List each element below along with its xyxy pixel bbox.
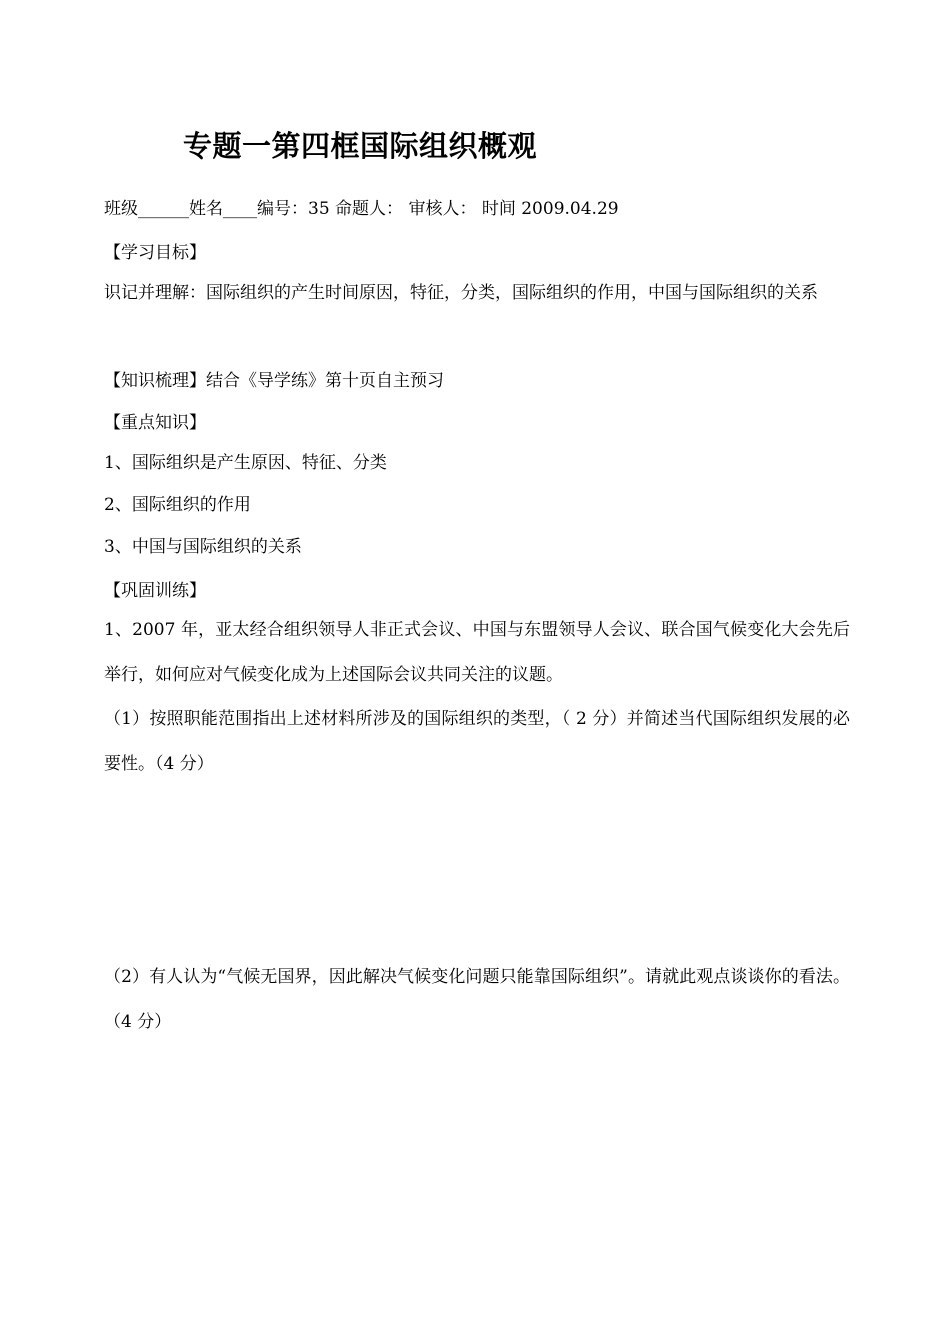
question-1-part-1: （1）按照职能范围指出上述材料所涉及的国际组织的类型，（ 2 分）并简述当代国际组织发展的必要性。（4 分）	[104, 709, 850, 774]
key-point-item: 1、国际组织是产生原因、特征、分类	[104, 453, 387, 473]
key-points-heading: 【重点知识】	[104, 413, 206, 433]
learning-goal-text: 识记并理解：国际组织的产生时间原因，特征，分类，国际组织的作用，中国与国际组织的关系	[104, 283, 818, 303]
key-point-item: 2、国际组织的作用	[104, 495, 251, 515]
practice-heading: 【巩固训练】	[104, 581, 206, 601]
answer-space-part-1	[104, 790, 850, 950]
document-title: 专题一第四框国际组织概观	[183, 129, 538, 163]
learning-goal-heading: 【学习目标】	[104, 243, 206, 263]
question-1-stem: 1、2007 年，亚太经合组织领导人非正式会议、中国与东盟领导人会议、联合国气候变化大会先后举行，如何应对气候变化成为上述国际会议共同关注的议题。	[104, 620, 850, 685]
question-1-part-2: （2）有人认为“气候无国界，因此解决气候变化问题只能靠国际组织”。请就此观点谈谈你的看法。（4 分）	[104, 967, 850, 1032]
key-point-item: 3、中国与国际组织的关系	[104, 537, 302, 557]
knowledge-review-line: 【知识梳理】结合《导学练》第十页自主预习	[104, 371, 444, 391]
answer-space-part-2	[104, 1050, 850, 1300]
meta-line: 班级______姓名____编号：35 命题人： 审核人： 时间 2009.04.29	[104, 199, 619, 219]
